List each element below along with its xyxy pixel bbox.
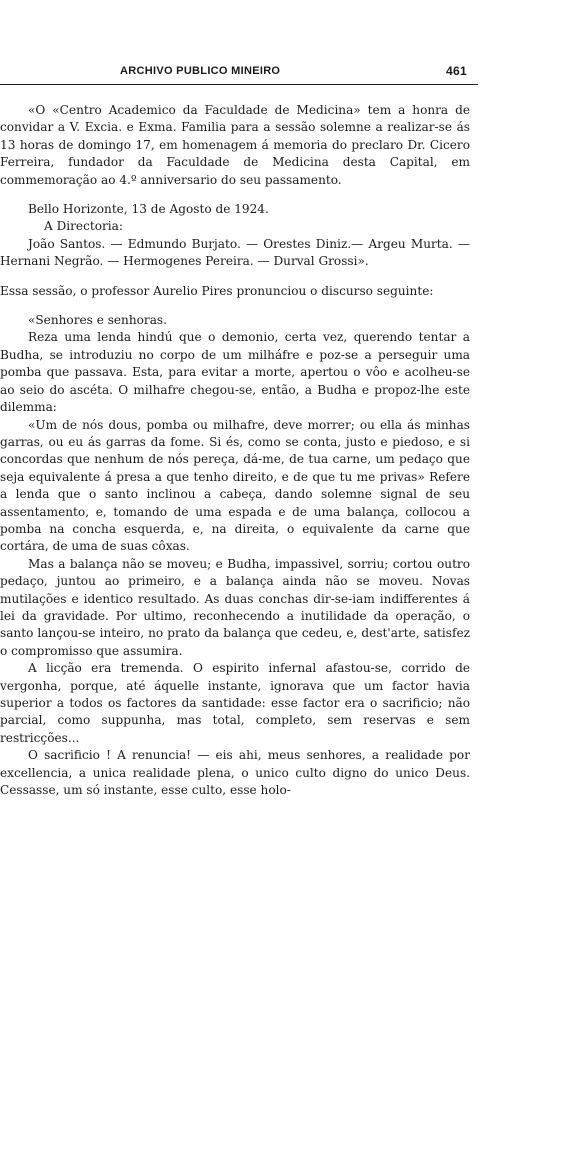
invitation-paragraph: «O «Centro Academico da Faculdade de Medicina» tem a honra de convidar a V. Excia. e Exma. Familia para a sessão solemne a realizar-se ás 13 horas de domingo 17, em homenagem á memoria do preclaro Dr. Cicero Ferreira, fundador da Faculdade de Medicina desta Capital, em commemoração ao 4.º anniversario do seu passamento. <box>0 103 470 187</box>
header-title: ARCHIVO PUBLICO MINEIRO <box>120 65 281 77</box>
date-line: Bello Horizonte, 13 de Agosto de 1924. <box>28 202 269 217</box>
speech-salutation: «Senhores e senhoras. <box>28 313 167 328</box>
directoria-label: A Directoria: <box>44 219 123 234</box>
running-header <box>0 62 478 84</box>
speech-paragraph: Mas a balança não se moveu; e Budha, impassivel, sorriu; cortou outro pedaço, juntou ao primeiro, e a balança ainda não se moveu. Novas mutilações e identico resultado. As duas conchas dir-se-iam indifferentes á lei da gravidade. Por ultimo, reconhecendo a inutilidade da operação, o santo lançou-se inteiro, no prato da balança que cedeu, e, dest'arte, satisfez o compromisso que assumira. <box>0 556 470 658</box>
speech-paragraph: O sacrificio ! A renuncia! — eis ahi, meus senhores, a realidade por excellencia, a unica realidade plena, o unico culto digno do unico Deus. Cessasse, um só instante, esse culto, esse holo- <box>0 748 470 798</box>
speech-paragraph: «Um de nós dous, pomba ou milhafre, deve morrer; ou ella ás minhas garras, ou eu ás garras da fome. Si és, como se conta, justo e piedoso, e si concordas que nenhum de nós pereça, dá-me, de tua carne, um pedaço que seja equivalente á presa a que tenho direito, e de que tu me privas» Refere a lenda que o santo inclinou a cabeça, dando solemne signal de seu assentamento, e, tomando de uma espada e de uma balança, collocou a pomba na concha esquerda, e, na direita, o equivalente da carne que cortára, de uma de suas côxas. <box>0 417 470 554</box>
page-number: 461 <box>446 64 467 78</box>
speech-paragraph: A licção era tremenda. O espirito infernal afastou-se, corrido de vergonha, porque, até áquelle instante, ignorava que um factor havia superior a todos os factores da santidade: esse factor era o sacrificio; não parcial, como suppunha, mas total, completo, sem reservas e sem restricções... <box>0 661 470 745</box>
signatories: João Santos. — Edmundo Burjato. — Orestes Diniz.— Argeu Murta. — Hernani Negrão. — Hermogenes Pereira. — Durval Grossi». <box>0 236 470 269</box>
document-body <box>0 102 470 799</box>
speech-paragraph: Reza uma lenda hindú que o demonio, certa vez, querendo tentar a Budha, se introduziu no corpo de um milháfre e poz-se a perseguir uma pomba que passava. Esta, para evitar a morte, apertou o vôo e acolheu-se ao seio do ascéta. O milhafre chegou-se, então, a Budha e propoz-lhe este dilemma: <box>0 330 470 415</box>
header-rule <box>0 84 478 85</box>
speech-intro: Essa sessão, o professor Aurelio Pires pronunciou o discurso seguinte: <box>0 283 434 298</box>
